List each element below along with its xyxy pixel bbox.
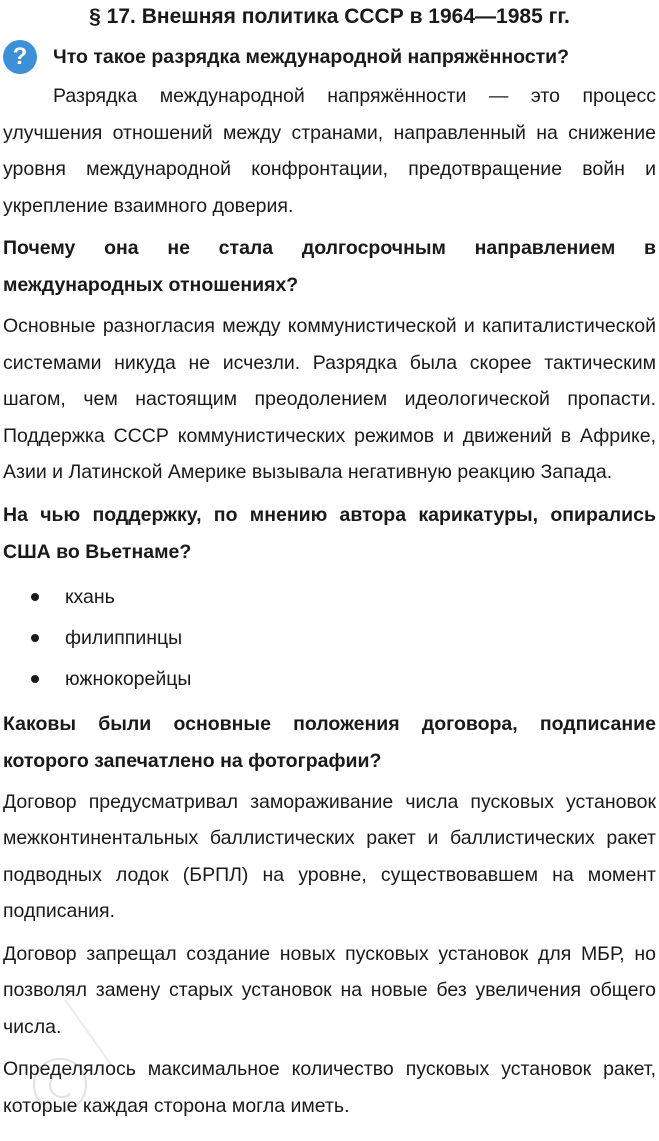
question-4: Каковы были основные положения договора, подписание которого запечатлено на фотографии? (3, 712, 656, 772)
page-title: § 17. Внешняя политика СССР в 1964—1985 гг. (89, 5, 570, 28)
list-item (3, 618, 656, 659)
bullet-icon (31, 675, 39, 683)
question-1 (3, 40, 656, 74)
answer-2: Основные разногласия между коммунистической и капиталистической системами никуда не исчезли. Разрядка была скорее тактическим шагом, чем настоящим преодолением идеологической пропасти. Поддержка СССР коммунистических режимов и движений в Африке, Азии и Латинской Америке вызывала негативную реакцию Запада. (3, 315, 656, 483)
question-3: На чью поддержку, по мнению автора карикатуры, опирались США во Вьетнаме? (3, 503, 656, 563)
list-item-text: южнокорейцы (65, 667, 192, 690)
question-icon: ? (3, 40, 37, 74)
list-item (3, 577, 656, 618)
answer-4-paragraph: Договор предусматривал замораживание числа пусковых установок межконтинентальных баллистических ракет и баллистических ракет подводных лодок (БРПЛ) на уровне, существовавшем на момент подписания. (3, 790, 656, 922)
list-item-text: филиппинцы (65, 626, 183, 649)
question-1-text: Что такое разрядка международной напряжённости? (53, 45, 570, 68)
answer-1: Разрядка международной напряжённости — это процесс улучшения отношений между странами, направленный на снижение уровня международной конфронтации, предотвращение войн и укрепление взаимного доверия. (3, 85, 656, 217)
list-item (3, 659, 656, 700)
answer-4-paragraph: Определялось максимальное количество пусковых установок ракет, которые каждая сторона могла иметь. (3, 1058, 656, 1117)
bullet-icon (31, 634, 39, 642)
list-item-text: кхань (65, 585, 115, 608)
question-2: Почему она не стала долгосрочным направлением в международных отношениях? (3, 237, 656, 296)
answer-3-list (3, 577, 656, 700)
answer-4-paragraph: Договор запрещал создание новых пусковых установок для МБР, но позволял замену старых установок на новые без увеличения общего числа. (3, 942, 656, 1038)
bullet-icon (31, 593, 39, 601)
